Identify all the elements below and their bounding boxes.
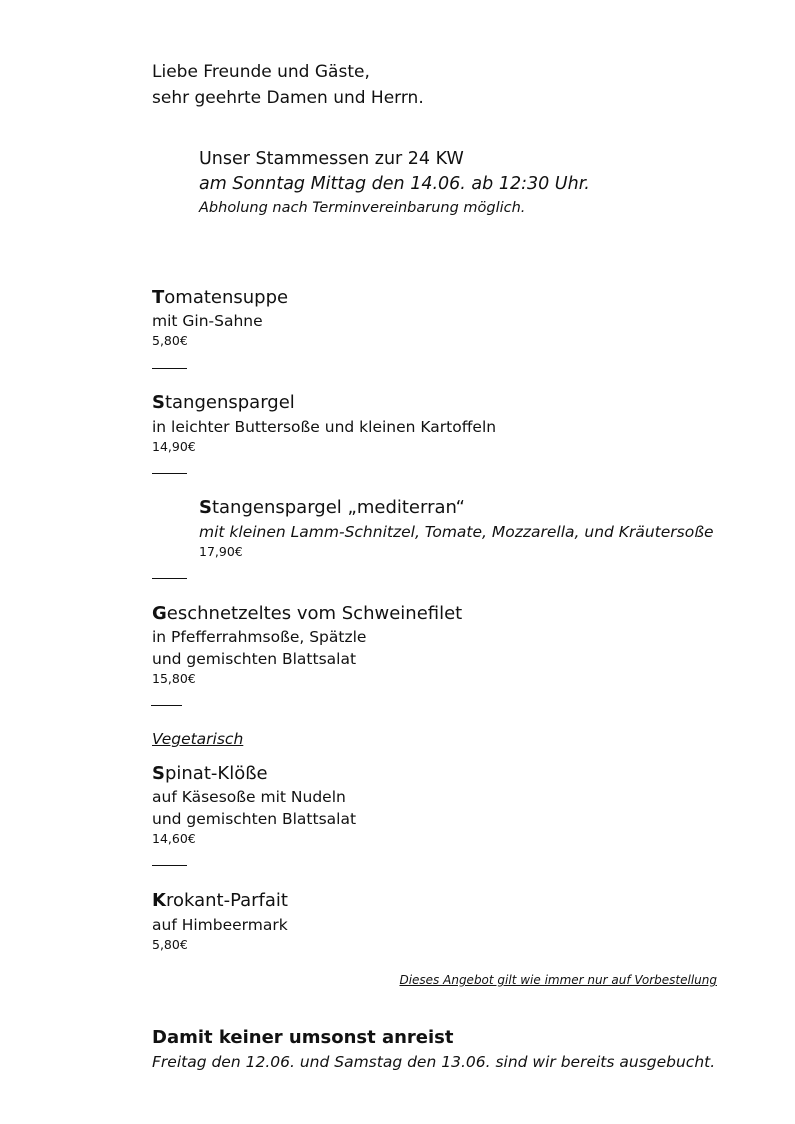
dish-price: 15,80€ bbox=[152, 671, 196, 686]
dish-title bbox=[152, 890, 288, 911]
intro-title: Unser Stammessen zur 24 KW bbox=[199, 149, 464, 169]
dish-description: auf Käsesoße mit Nudeln bbox=[152, 788, 346, 806]
closing-title: Damit keiner umsonst anreist bbox=[152, 1027, 454, 1048]
greeting-line-2: sehr geehrte Damen und Herrn. bbox=[152, 88, 424, 108]
closing-text: Freitag den 12.06. und Samstag den 13.06. sind wir bereits ausgebucht. bbox=[152, 1053, 716, 1071]
dish-initial: T bbox=[152, 287, 165, 308]
dish-description: mit kleinen Lamm-Schnitzel, Tomate, Mozzarella, und Kräutersoße bbox=[199, 523, 714, 541]
dish-title bbox=[199, 497, 465, 518]
dish-name: rokant-Parfait bbox=[165, 890, 288, 911]
dish-initial: G bbox=[152, 603, 167, 624]
dish-price: 14,90€ bbox=[152, 439, 196, 454]
dish-initial: K bbox=[152, 890, 166, 911]
intro-date: am Sonntag Mittag den 14.06. ab 12:30 Uhr. bbox=[199, 174, 590, 194]
separator bbox=[152, 473, 187, 474]
dish-name: tangenspargel bbox=[164, 392, 295, 413]
dish-title bbox=[152, 392, 295, 413]
dish-price: 17,90€ bbox=[199, 544, 243, 559]
preorder-notice: Dieses Angebot gilt wie immer nur auf Vorbestellung bbox=[399, 973, 717, 987]
separator bbox=[151, 705, 182, 706]
dish-title bbox=[152, 603, 462, 624]
dish-price: 5,80€ bbox=[152, 937, 188, 952]
separator bbox=[152, 865, 187, 866]
vegetarian-label: Vegetarisch bbox=[152, 730, 244, 748]
separator bbox=[152, 578, 187, 579]
separator bbox=[152, 368, 187, 369]
dish-price: 5,80€ bbox=[152, 333, 188, 348]
dish-title bbox=[152, 763, 268, 784]
dish-name: tangenspargel „mediterran“ bbox=[211, 497, 465, 518]
dish-title bbox=[152, 287, 288, 308]
dish-name: omatensuppe bbox=[164, 287, 289, 308]
intro-pickup-note: Abholung nach Terminvereinbarung möglich. bbox=[199, 200, 526, 216]
dish-initial: S bbox=[199, 497, 212, 518]
dish-description: und gemischten Blattsalat bbox=[152, 810, 357, 828]
dish-description: in leichter Buttersoße und kleinen Kartoffeln bbox=[152, 418, 497, 436]
dish-description: mit Gin-Sahne bbox=[152, 312, 263, 330]
dish-price: 14,60€ bbox=[152, 831, 196, 846]
dish-description: und gemischten Blattsalat bbox=[152, 650, 357, 668]
dish-initial: S bbox=[152, 392, 165, 413]
dish-name: pinat-Klöße bbox=[164, 763, 268, 784]
greeting-line-1: Liebe Freunde und Gäste, bbox=[152, 62, 370, 82]
dish-name: eschnetzeltes vom Schweinefilet bbox=[166, 603, 463, 624]
dish-initial: S bbox=[152, 763, 165, 784]
dish-description: in Pfefferrahmsoße, Spätzle bbox=[152, 628, 367, 646]
dish-description: auf Himbeermark bbox=[152, 916, 288, 934]
